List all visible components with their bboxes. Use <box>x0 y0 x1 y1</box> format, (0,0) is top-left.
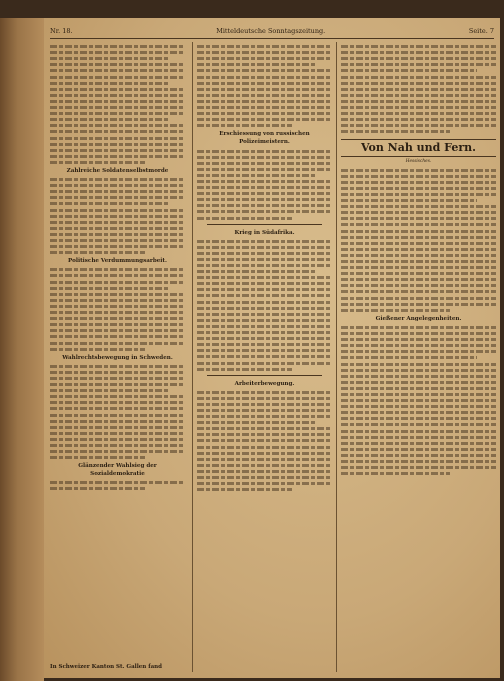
article-heading: Arbeiterbewegung. <box>234 380 295 387</box>
section-subheading: Hessisches. <box>405 159 432 165</box>
column-1-last-line: In Schweizer Kanton St. Gallen fand <box>50 664 162 670</box>
article-heading: Politische Verdummungsarbeit. <box>68 258 167 265</box>
adjacent-page-strip <box>0 18 44 681</box>
newspaper-page <box>44 18 500 678</box>
column-3 <box>336 42 496 672</box>
section-heading: Von Nah und Fern. <box>341 139 496 157</box>
article-heading: Wahlrechtsbewegung in Schweden. <box>62 354 173 361</box>
article-heading: Zahlreiche Soldatenselbstmorde <box>66 167 169 174</box>
page-header <box>50 24 494 39</box>
article-heading: Gießener Angelegenheiten. <box>375 315 462 322</box>
issue-number: Nr. 18. <box>50 27 73 35</box>
page-number: Seite. 7 <box>468 27 494 35</box>
paper-title: Mitteldeutsche Sonntagszeitung. <box>216 27 326 35</box>
article-heading: Glänzender Wahlsieg der Sozialdemokratie <box>78 463 157 478</box>
column-2 <box>192 42 332 672</box>
column-1 <box>50 42 185 672</box>
article-heading: Krieg in Südafrika. <box>234 229 295 236</box>
article-heading: Erschiessung von russischen Polizeimeistern. <box>219 131 310 146</box>
